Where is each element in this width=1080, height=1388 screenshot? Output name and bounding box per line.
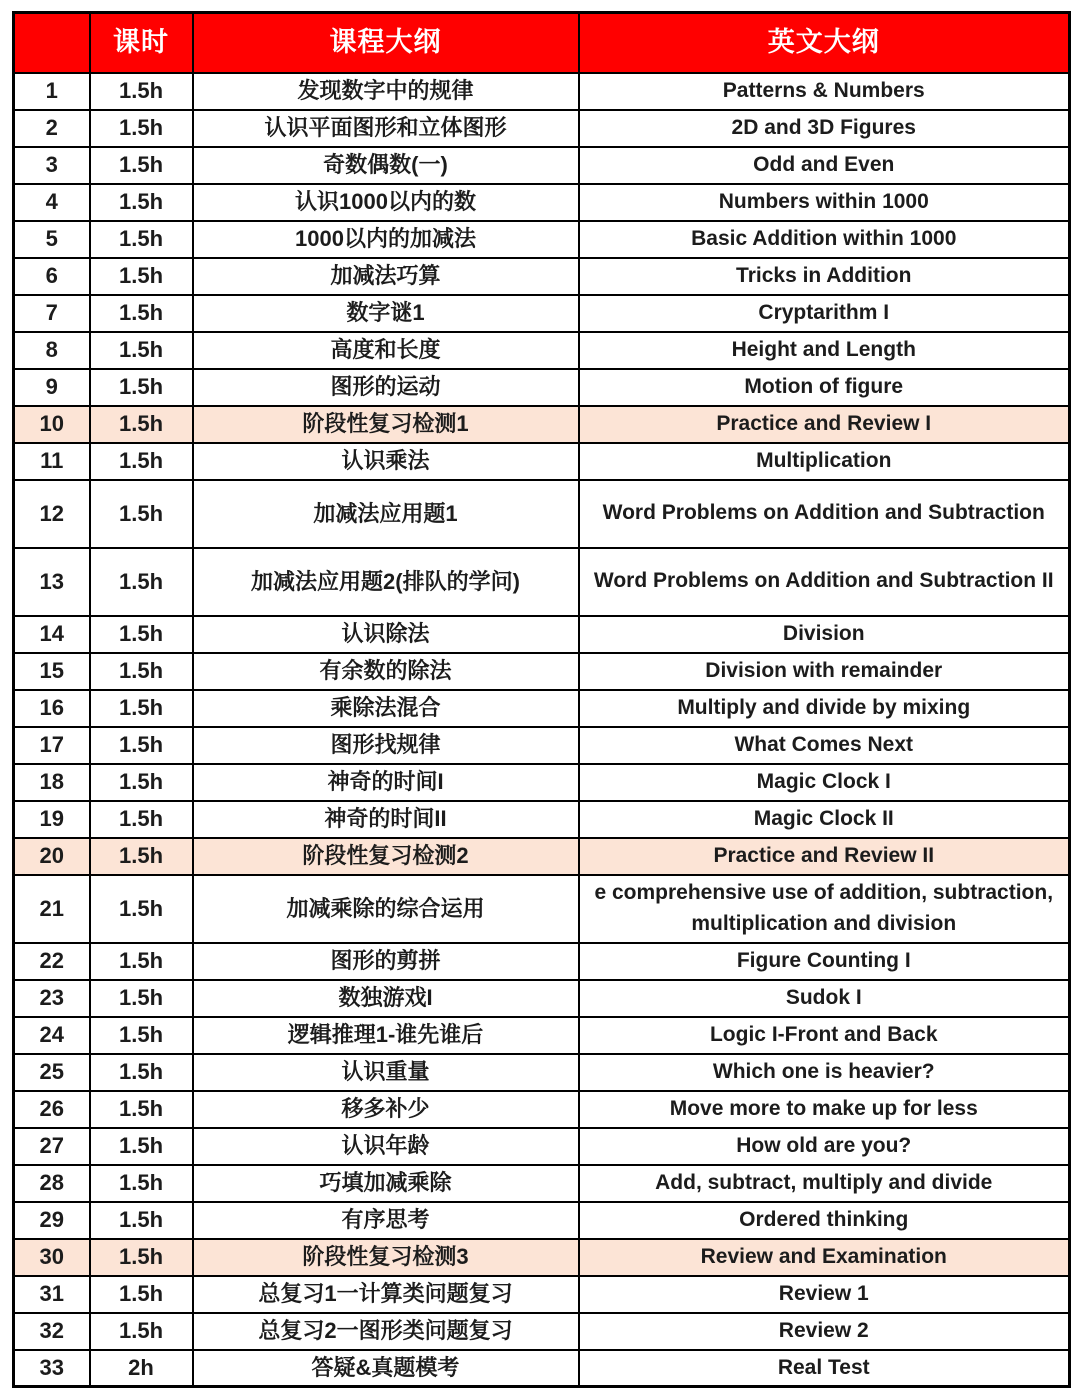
lesson-number-cell: 29	[14, 1202, 90, 1239]
lesson-number-cell: 21	[14, 875, 90, 943]
cn-title-cell: 认识年龄	[193, 1128, 579, 1165]
hours-cell: 1.5h	[90, 727, 193, 764]
hours-cell: 1.5h	[90, 1239, 193, 1276]
lesson-number-cell: 25	[14, 1054, 90, 1091]
cn-title-cell: 认识1000以内的数	[193, 184, 579, 221]
table-row	[14, 369, 1070, 406]
lesson-number-cell: 9	[14, 369, 90, 406]
en-title-cell: Which one is heavier?	[579, 1054, 1070, 1091]
lesson-number-cell: 27	[14, 1128, 90, 1165]
hours-cell: 1.5h	[90, 295, 193, 332]
hours-cell: 1.5h	[90, 1091, 193, 1128]
en-title-cell: Magic Clock I	[579, 764, 1070, 801]
table-row	[14, 1276, 1070, 1313]
cn-title-cell: 认识除法	[193, 616, 579, 653]
lesson-number-cell: 28	[14, 1165, 90, 1202]
en-title-cell: Practice and Review II	[579, 838, 1070, 875]
lesson-number-cell: 4	[14, 184, 90, 221]
table-row	[14, 1017, 1070, 1054]
en-title-cell: Motion of figure	[579, 369, 1070, 406]
table-row	[14, 548, 1070, 616]
table-row	[14, 943, 1070, 980]
lesson-number-cell: 2	[14, 110, 90, 147]
table-row	[14, 1128, 1070, 1165]
hours-cell: 1.5h	[90, 653, 193, 690]
cn-title-cell: 阶段性复习检测3	[193, 1239, 579, 1276]
header-cn-outline: 课程大纲	[193, 13, 579, 73]
hours-cell: 1.5h	[90, 943, 193, 980]
cn-title-cell: 有序思考	[193, 1202, 579, 1239]
table-row	[14, 690, 1070, 727]
cn-title-cell: 神奇的时间II	[193, 801, 579, 838]
lesson-number-cell: 31	[14, 1276, 90, 1313]
table-row	[14, 1239, 1070, 1276]
cn-title-cell: 图形的剪拼	[193, 943, 579, 980]
cn-title-cell: 数字谜1	[193, 295, 579, 332]
lesson-number-cell: 5	[14, 221, 90, 258]
lesson-number-cell: 10	[14, 406, 90, 443]
cn-title-cell: 高度和长度	[193, 332, 579, 369]
hours-cell: 2h	[90, 1350, 193, 1387]
hours-cell: 1.5h	[90, 184, 193, 221]
cn-title-cell: 乘除法混合	[193, 690, 579, 727]
hours-cell: 1.5h	[90, 1165, 193, 1202]
lesson-number-cell: 7	[14, 295, 90, 332]
table-row	[14, 980, 1070, 1017]
table-row	[14, 406, 1070, 443]
table-row	[14, 875, 1070, 943]
en-title-cell: Practice and Review I	[579, 406, 1070, 443]
en-title-cell: Division	[579, 616, 1070, 653]
cn-title-cell: 认识乘法	[193, 443, 579, 480]
lesson-number-cell: 26	[14, 1091, 90, 1128]
header-row	[14, 13, 1070, 73]
cn-title-cell: 加减法应用题1	[193, 480, 579, 548]
en-title-cell: Sudok I	[579, 980, 1070, 1017]
lesson-number-cell: 8	[14, 332, 90, 369]
en-title-cell: Review 1	[579, 1276, 1070, 1313]
cn-title-cell: 阶段性复习检测2	[193, 838, 579, 875]
en-title-cell: Move more to make up for less	[579, 1091, 1070, 1128]
lesson-number-cell: 16	[14, 690, 90, 727]
hours-cell: 1.5h	[90, 980, 193, 1017]
lesson-number-cell: 12	[14, 480, 90, 548]
cn-title-cell: 加减法巧算	[193, 258, 579, 295]
lesson-number-cell: 11	[14, 443, 90, 480]
cn-title-cell: 总复习1一计算类问题复习	[193, 1276, 579, 1313]
hours-cell: 1.5h	[90, 73, 193, 110]
cn-title-cell: 巧填加减乘除	[193, 1165, 579, 1202]
cn-title-cell: 移多补少	[193, 1091, 579, 1128]
table-row	[14, 1202, 1070, 1239]
hours-cell: 1.5h	[90, 258, 193, 295]
lesson-number-cell: 3	[14, 147, 90, 184]
lesson-number-cell: 13	[14, 548, 90, 616]
en-title-cell: Add, subtract, multiply and divide	[579, 1165, 1070, 1202]
cn-title-cell: 发现数字中的规律	[193, 73, 579, 110]
table-row	[14, 727, 1070, 764]
lesson-number-cell: 1	[14, 73, 90, 110]
table-row	[14, 1054, 1070, 1091]
lesson-number-cell: 22	[14, 943, 90, 980]
cn-title-cell: 数独游戏I	[193, 980, 579, 1017]
hours-cell: 1.5h	[90, 690, 193, 727]
lesson-number-cell: 33	[14, 1350, 90, 1387]
en-title-cell: Division with remainder	[579, 653, 1070, 690]
en-title-cell: Magic Clock II	[579, 801, 1070, 838]
table-row	[14, 258, 1070, 295]
course-schedule-table	[12, 11, 1071, 1388]
lesson-number-cell: 24	[14, 1017, 90, 1054]
en-title-cell: Multiplication	[579, 443, 1070, 480]
table-row	[14, 616, 1070, 653]
hours-cell: 1.5h	[90, 616, 193, 653]
hours-cell: 1.5h	[90, 801, 193, 838]
table-row	[14, 1091, 1070, 1128]
table-row	[14, 147, 1070, 184]
lesson-number-cell: 32	[14, 1313, 90, 1350]
table-row	[14, 221, 1070, 258]
en-title-cell: How old are you?	[579, 1128, 1070, 1165]
en-title-cell: Numbers within 1000	[579, 184, 1070, 221]
cn-title-cell: 有余数的除法	[193, 653, 579, 690]
en-title-cell: Word Problems on Addition and Subtraction II	[579, 548, 1070, 616]
hours-cell: 1.5h	[90, 764, 193, 801]
hours-cell: 1.5h	[90, 1128, 193, 1165]
cn-title-cell: 总复习2一图形类问题复习	[193, 1313, 579, 1350]
cn-title-cell: 奇数偶数(一)	[193, 147, 579, 184]
table-row	[14, 801, 1070, 838]
header-hours: 课时	[90, 13, 193, 73]
table-row	[14, 184, 1070, 221]
hours-cell: 1.5h	[90, 548, 193, 616]
lesson-number-cell: 23	[14, 980, 90, 1017]
lesson-number-cell: 14	[14, 616, 90, 653]
hours-cell: 1.5h	[90, 875, 193, 943]
table-row	[14, 443, 1070, 480]
hours-cell: 1.5h	[90, 110, 193, 147]
table-body	[14, 73, 1070, 1387]
lesson-number-cell: 17	[14, 727, 90, 764]
en-title-cell: 2D and 3D Figures	[579, 110, 1070, 147]
lesson-number-cell: 30	[14, 1239, 90, 1276]
en-title-cell: Multiply and divide by mixing	[579, 690, 1070, 727]
en-title-cell: Word Problems on Addition and Subtraction	[579, 480, 1070, 548]
lesson-number-cell: 15	[14, 653, 90, 690]
header-blank	[14, 13, 90, 73]
lesson-number-cell: 6	[14, 258, 90, 295]
cn-title-cell: 阶段性复习检测1	[193, 406, 579, 443]
hours-cell: 1.5h	[90, 1276, 193, 1313]
cn-title-cell: 加减法应用题2(排队的学问)	[193, 548, 579, 616]
hours-cell: 1.5h	[90, 480, 193, 548]
cn-title-cell: 图形的运动	[193, 369, 579, 406]
table-row	[14, 295, 1070, 332]
cn-title-cell: 逻辑推理1-谁先谁后	[193, 1017, 579, 1054]
hours-cell: 1.5h	[90, 838, 193, 875]
en-title-cell: What Comes Next	[579, 727, 1070, 764]
en-title-cell: Review and Examination	[579, 1239, 1070, 1276]
lesson-number-cell: 18	[14, 764, 90, 801]
hours-cell: 1.5h	[90, 1202, 193, 1239]
hours-cell: 1.5h	[90, 443, 193, 480]
table-row	[14, 838, 1070, 875]
hours-cell: 1.5h	[90, 406, 193, 443]
en-title-cell: e comprehensive use of addition, subtraction, multiplication and division	[579, 875, 1070, 943]
table-row	[14, 653, 1070, 690]
table-row	[14, 73, 1070, 110]
cn-title-cell: 加减乘除的综合运用	[193, 875, 579, 943]
cn-title-cell: 答疑&真题模考	[193, 1350, 579, 1387]
table-row	[14, 764, 1070, 801]
hours-cell: 1.5h	[90, 1313, 193, 1350]
en-title-cell: Figure Counting I	[579, 943, 1070, 980]
table-row	[14, 110, 1070, 147]
en-title-cell: Cryptarithm I	[579, 295, 1070, 332]
cn-title-cell: 认识重量	[193, 1054, 579, 1091]
table-row	[14, 1313, 1070, 1350]
en-title-cell: Tricks in Addition	[579, 258, 1070, 295]
hours-cell: 1.5h	[90, 369, 193, 406]
hours-cell: 1.5h	[90, 147, 193, 184]
en-title-cell: Review 2	[579, 1313, 1070, 1350]
en-title-cell: Real Test	[579, 1350, 1070, 1387]
cn-title-cell: 1000以内的加减法	[193, 221, 579, 258]
hours-cell: 1.5h	[90, 332, 193, 369]
en-title-cell: Logic I-Front and Back	[579, 1017, 1070, 1054]
cn-title-cell: 图形找规律	[193, 727, 579, 764]
table-row	[14, 1165, 1070, 1202]
en-title-cell: Patterns & Numbers	[579, 73, 1070, 110]
hours-cell: 1.5h	[90, 1017, 193, 1054]
lesson-number-cell: 19	[14, 801, 90, 838]
en-title-cell: Basic Addition within 1000	[579, 221, 1070, 258]
header-en-outline: 英文大纲	[579, 13, 1070, 73]
hours-cell: 1.5h	[90, 221, 193, 258]
table-row	[14, 1350, 1070, 1387]
table-row	[14, 332, 1070, 369]
cn-title-cell: 神奇的时间I	[193, 764, 579, 801]
lesson-number-cell: 20	[14, 838, 90, 875]
en-title-cell: Ordered thinking	[579, 1202, 1070, 1239]
en-title-cell: Height and Length	[579, 332, 1070, 369]
en-title-cell: Odd and Even	[579, 147, 1070, 184]
table-row	[14, 480, 1070, 548]
hours-cell: 1.5h	[90, 1054, 193, 1091]
cn-title-cell: 认识平面图形和立体图形	[193, 110, 579, 147]
